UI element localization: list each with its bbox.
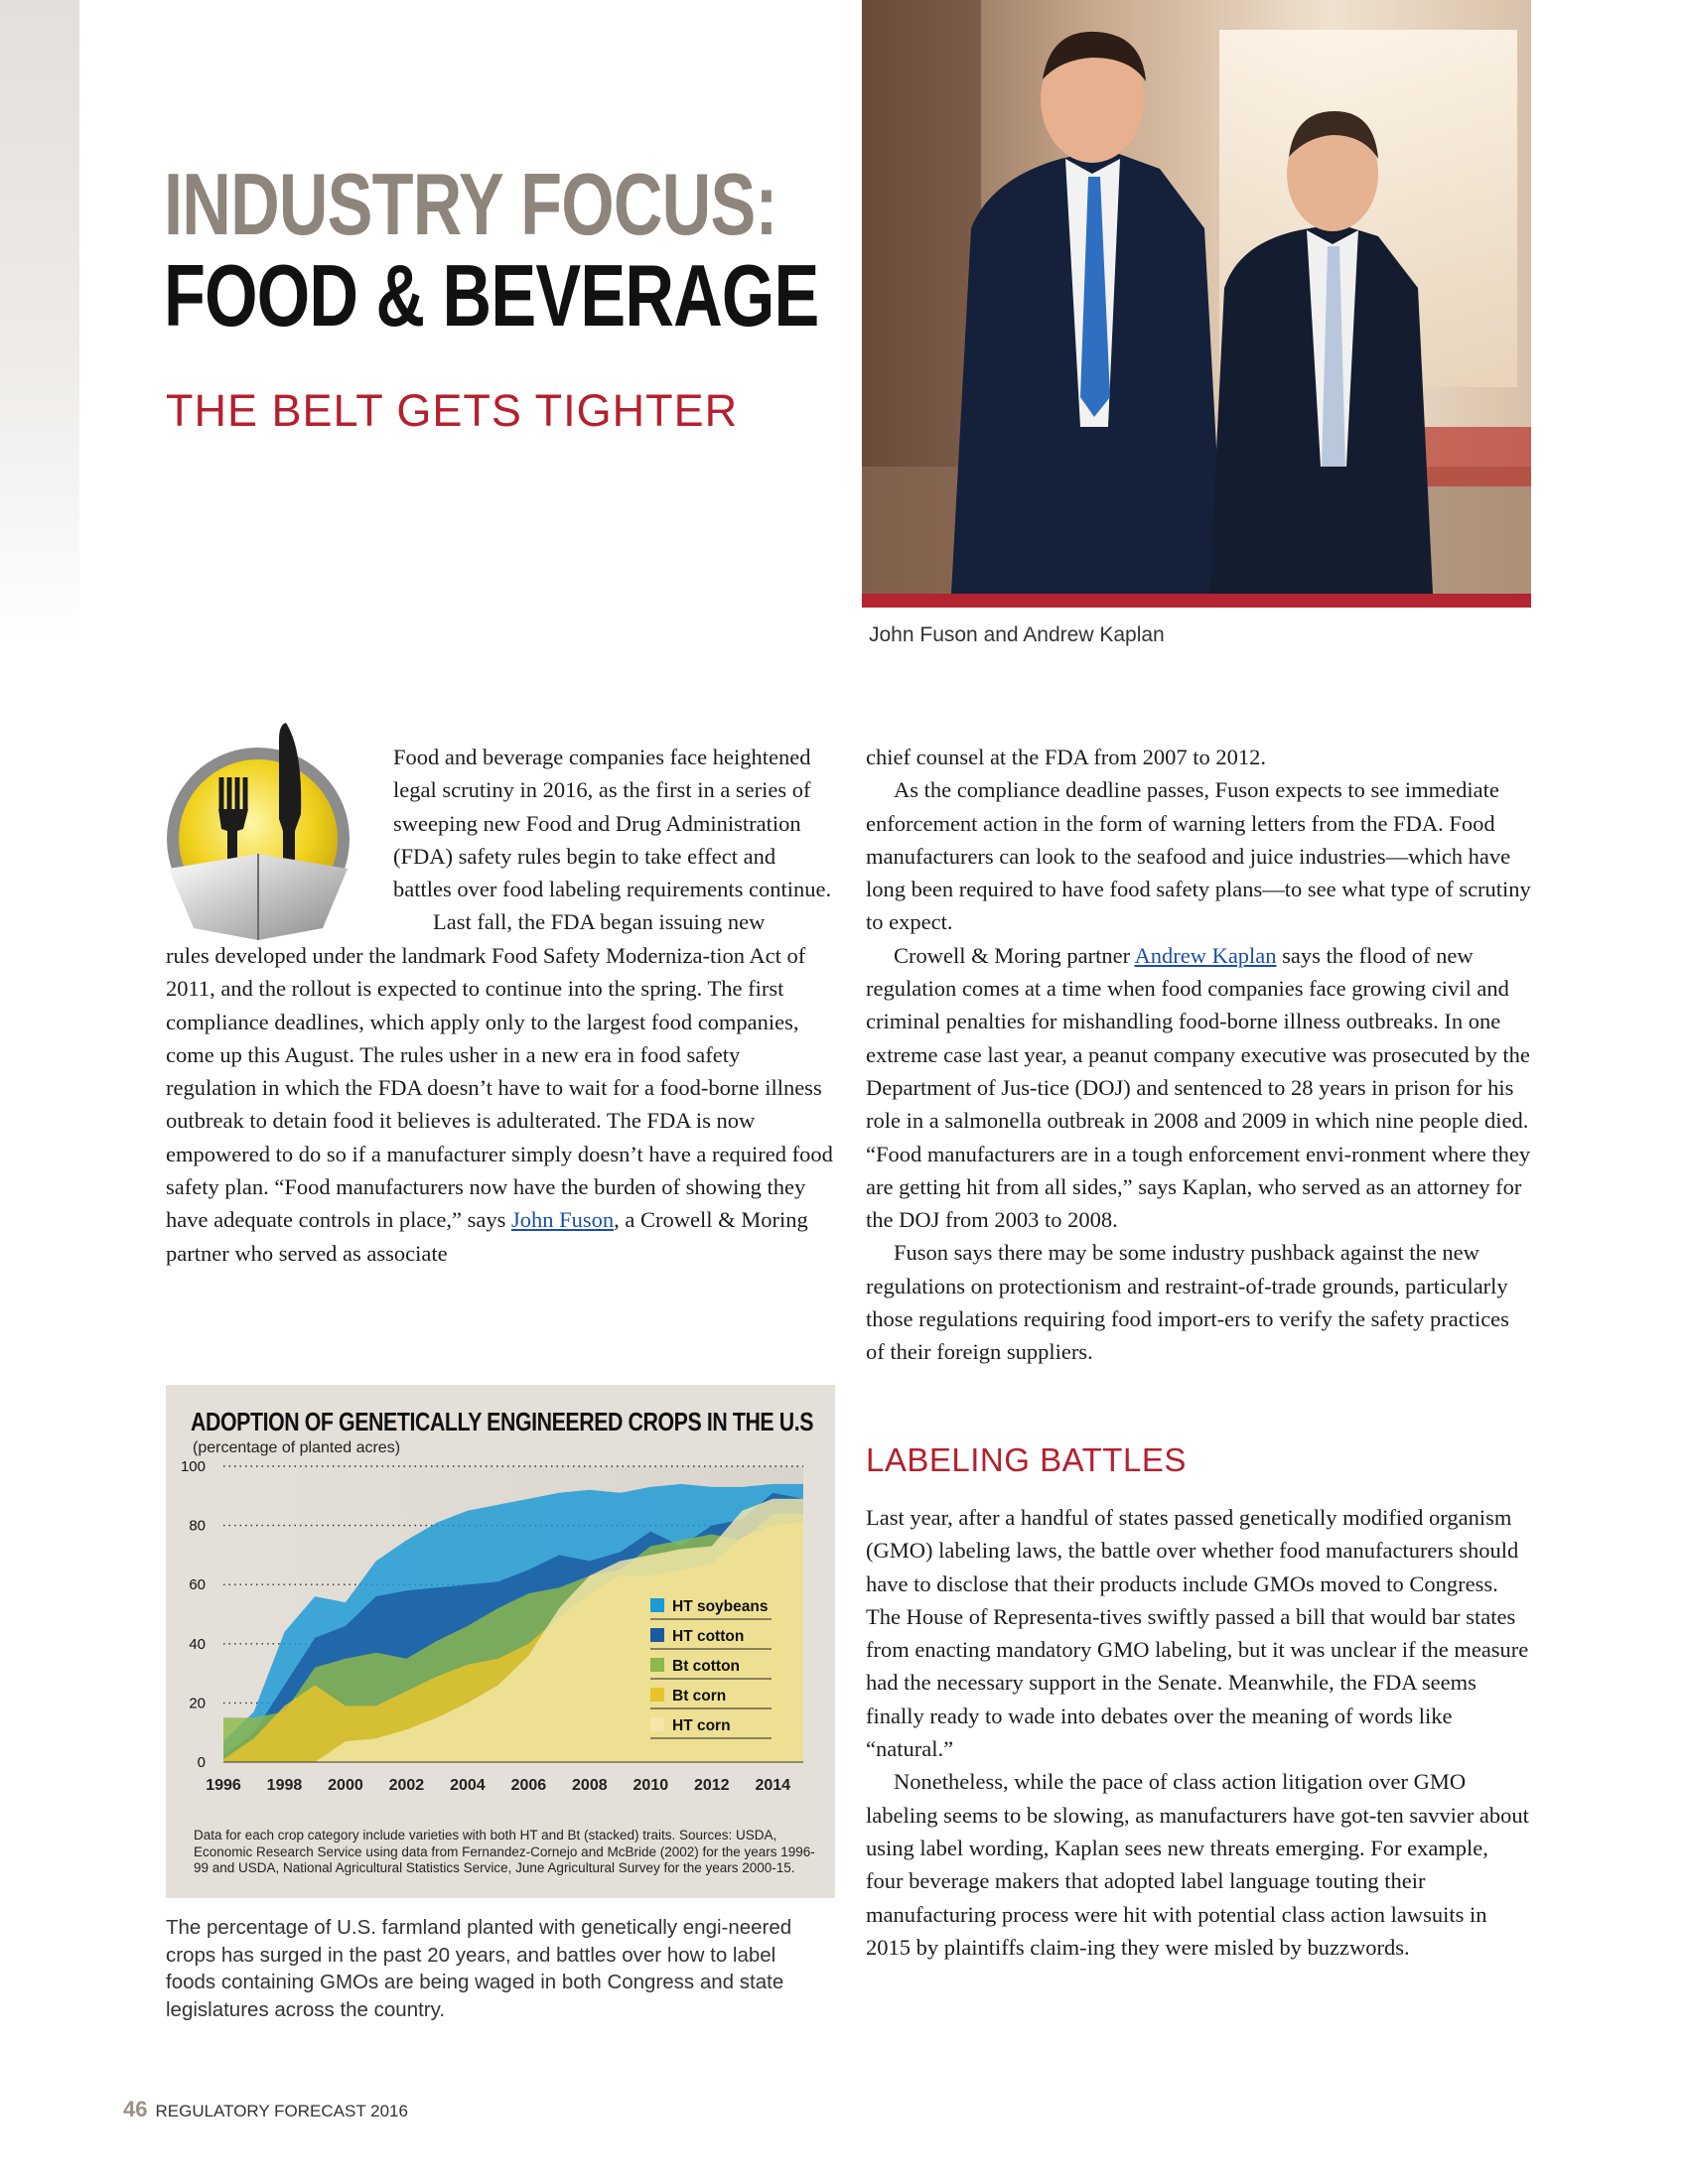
x-tick-label: 2010 — [633, 1777, 669, 1794]
article-labeling-section — [866, 1501, 1531, 1964]
x-tick-label: 2008 — [572, 1777, 608, 1794]
photo-accent-bar — [862, 594, 1531, 608]
legend-label: HT corn — [672, 1717, 731, 1734]
chart-source-note: Data for each crop category include varieties with both HT and Bt (stacked) traits. Sources: USDA, Economic Research Service using data from Fernandez-Cornejo and McBride (2002) for the years 1996-99 and USDA, National Agricultural Statistics Service, June Agricultural Survey for the years 2000-15. — [194, 1828, 815, 1875]
paragraph-2-end: , a Crowell & Moring partner who served as associate — [166, 1207, 808, 1266]
x-tick-label: 1996 — [206, 1777, 241, 1794]
y-tick-label: 100 — [180, 1458, 206, 1475]
page-title-line2: FOOD & BEVERAGE — [164, 246, 819, 344]
legend-swatch — [650, 1658, 664, 1672]
labeling-paragraph-2: Nonetheless, while the pace of class action litigation over GMO labeling seems to be slowing, as manufacturers have got-ten savvier about using label wording, Kaplan sees new threats emerging. For example, four beverage makers that adopted label language touting their manufacturing process were hit with potential class action lawsuits in 2015 by plaintiffs claim-ing they were misled by buzzwords. — [866, 1769, 1529, 1960]
left-decorative-strip — [0, 0, 79, 645]
x-tick-label: 2014 — [755, 1777, 791, 1794]
article-column-2 — [866, 741, 1531, 1369]
column-2-paragraph-1: As the compliance deadline passes, Fuson expects to see immediate enforcement action in the form of warning letters from the FDA. Food manufacturers can look to the seafood and juice industries—which have long been required to have food safety plans—to see what type of scrutiny to expect. — [866, 777, 1531, 935]
publication-name: REGULATORY FORECAST 2016 — [155, 2102, 408, 2120]
legend-swatch — [650, 1717, 664, 1731]
x-tick-label: 2012 — [693, 1777, 730, 1794]
y-tick-label: 0 — [197, 1754, 206, 1771]
photo-caption: John Fuson and Andrew Kaplan — [869, 623, 1165, 646]
paragraph-kaplan-rest: says the flood of new regulation comes at a time when food companies face growing civil and criminal penalties for mishandling food-borne illness outbreaks. In one extreme case last year, a peanut company executive was prosecuted by the Department of Jus-tice (DOJ) and sentenced to 28 years in prison for his role in a salmonella outbreak in 2008 and 2009 in which nine people died. “Food manufacturers are in a tough enforcement envi-ronment where they are getting hit from all sides,” says Kaplan, who served as an attorney for the DOJ from 2003 to 2008. — [866, 942, 1531, 1233]
chart-title: ADOPTION OF GENETICALLY ENGINEERED CROPS IN THE U.S — [191, 1407, 814, 1436]
paragraph-2-opening: Last fall, the FDA began issuing new — [433, 909, 766, 935]
column-2-paragraph-3: Fuson says there may be some industry pushback against the new regulations on protectionism and restraint-of-trade grounds, particularly those regulations requiring food import-ers to verify the safety practices of their foreign suppliers. — [866, 1240, 1509, 1365]
x-tick-label: 2000 — [328, 1777, 363, 1794]
article-column-1 — [166, 939, 835, 1270]
column-2-paragraph-2 — [866, 939, 1531, 1237]
y-tick-label: 20 — [189, 1695, 206, 1712]
legend-label: Bt corn — [672, 1688, 727, 1705]
page-subtitle: THE BELT GETS TIGHTER — [166, 385, 739, 436]
legend-label: HT soybeans — [672, 1598, 769, 1615]
paragraph-kaplan-start: Crowell & Moring partner — [894, 942, 1131, 968]
section-heading-labeling: LABELING BATTLES — [866, 1441, 1187, 1478]
page-title-line1: INDUSTRY FOCUS: — [164, 155, 777, 253]
paragraph-2-body — [166, 939, 835, 1270]
chart-subtitle: (percentage of planted acres) — [193, 1439, 401, 1456]
x-tick-label: 2006 — [510, 1777, 547, 1794]
column-2-continuation: chief counsel at the FDA from 2007 to 2012. — [866, 745, 1267, 769]
article-intro — [393, 741, 835, 939]
x-tick-label: 2004 — [450, 1777, 486, 1794]
legend-label: Bt cotton — [672, 1658, 741, 1675]
paragraph-2-text: rules developed under the landmark Food Safety Moderniza-tion Act of 2011, and the rollout is expected to continue into the spring. The first compliance deadlines, which apply only to the largest food companies, come up this August. The rules usher in a new era in food safety regulation in which the FDA doesn’t have to wait for a food-borne illness outbreak to detain food it believes is adulterated. The FDA is now empowered to do so if a manufacturer simply doesn’t have a required food safety plan. “Food manufacturers now have the burden of showing they have adequate controls in place,” says — [166, 943, 833, 1233]
legend-label: HT cotton — [672, 1628, 745, 1645]
chart-plot — [166, 1385, 835, 1822]
y-tick-label: 40 — [189, 1635, 206, 1653]
page-footer — [123, 2097, 408, 2122]
chart-caption: The percentage of U.S. farmland planted with genetically engi-neered crops has surged in the past 20 years, and battles over how to label foods containing GMOs are being waged in both Congress and state legislatures across the country. — [166, 1916, 792, 2021]
labeling-paragraph-1: Last year, after a handful of states passed genetically modified organism (GMO) labeling laws, the battle over whether food manufacturers should have to disclose that their products include GMOs moved to Congress. The House of Representa-tives swiftly passed a bill that would bar states from enacting mandatory GMO labeling, but it was unclear if the measure had the necessary support in the Senate. Meanwhile, the FDA seems finally ready to wade into debates over the meaning of words like “natural.” — [866, 1505, 1529, 1762]
y-tick-label: 60 — [189, 1576, 206, 1594]
legend-swatch — [650, 1598, 664, 1612]
y-tick-label: 80 — [189, 1517, 206, 1535]
intro-paragraph: Food and beverage companies face heightened legal scrutiny in 2016, as the first in a series of sweeping new Food and Drug Administration (FDA) safety rules begin to take effect and battles over food labeling requirements continue. — [393, 745, 832, 902]
john-fuson-link[interactable]: John Fuson — [510, 1207, 615, 1233]
andrew-kaplan-link[interactable]: Andrew Kaplan — [1134, 942, 1277, 968]
legend-swatch — [650, 1688, 664, 1702]
page-number: 46 — [123, 2097, 148, 2121]
gmo-adoption-chart — [166, 1385, 835, 1898]
portrait-photo-image — [862, 0, 1531, 594]
fork-knife-plate-icon — [164, 720, 352, 943]
portrait-photo — [862, 0, 1531, 594]
legend-swatch — [650, 1628, 664, 1642]
x-tick-label: 2002 — [388, 1777, 425, 1794]
x-tick-label: 1998 — [266, 1777, 303, 1794]
